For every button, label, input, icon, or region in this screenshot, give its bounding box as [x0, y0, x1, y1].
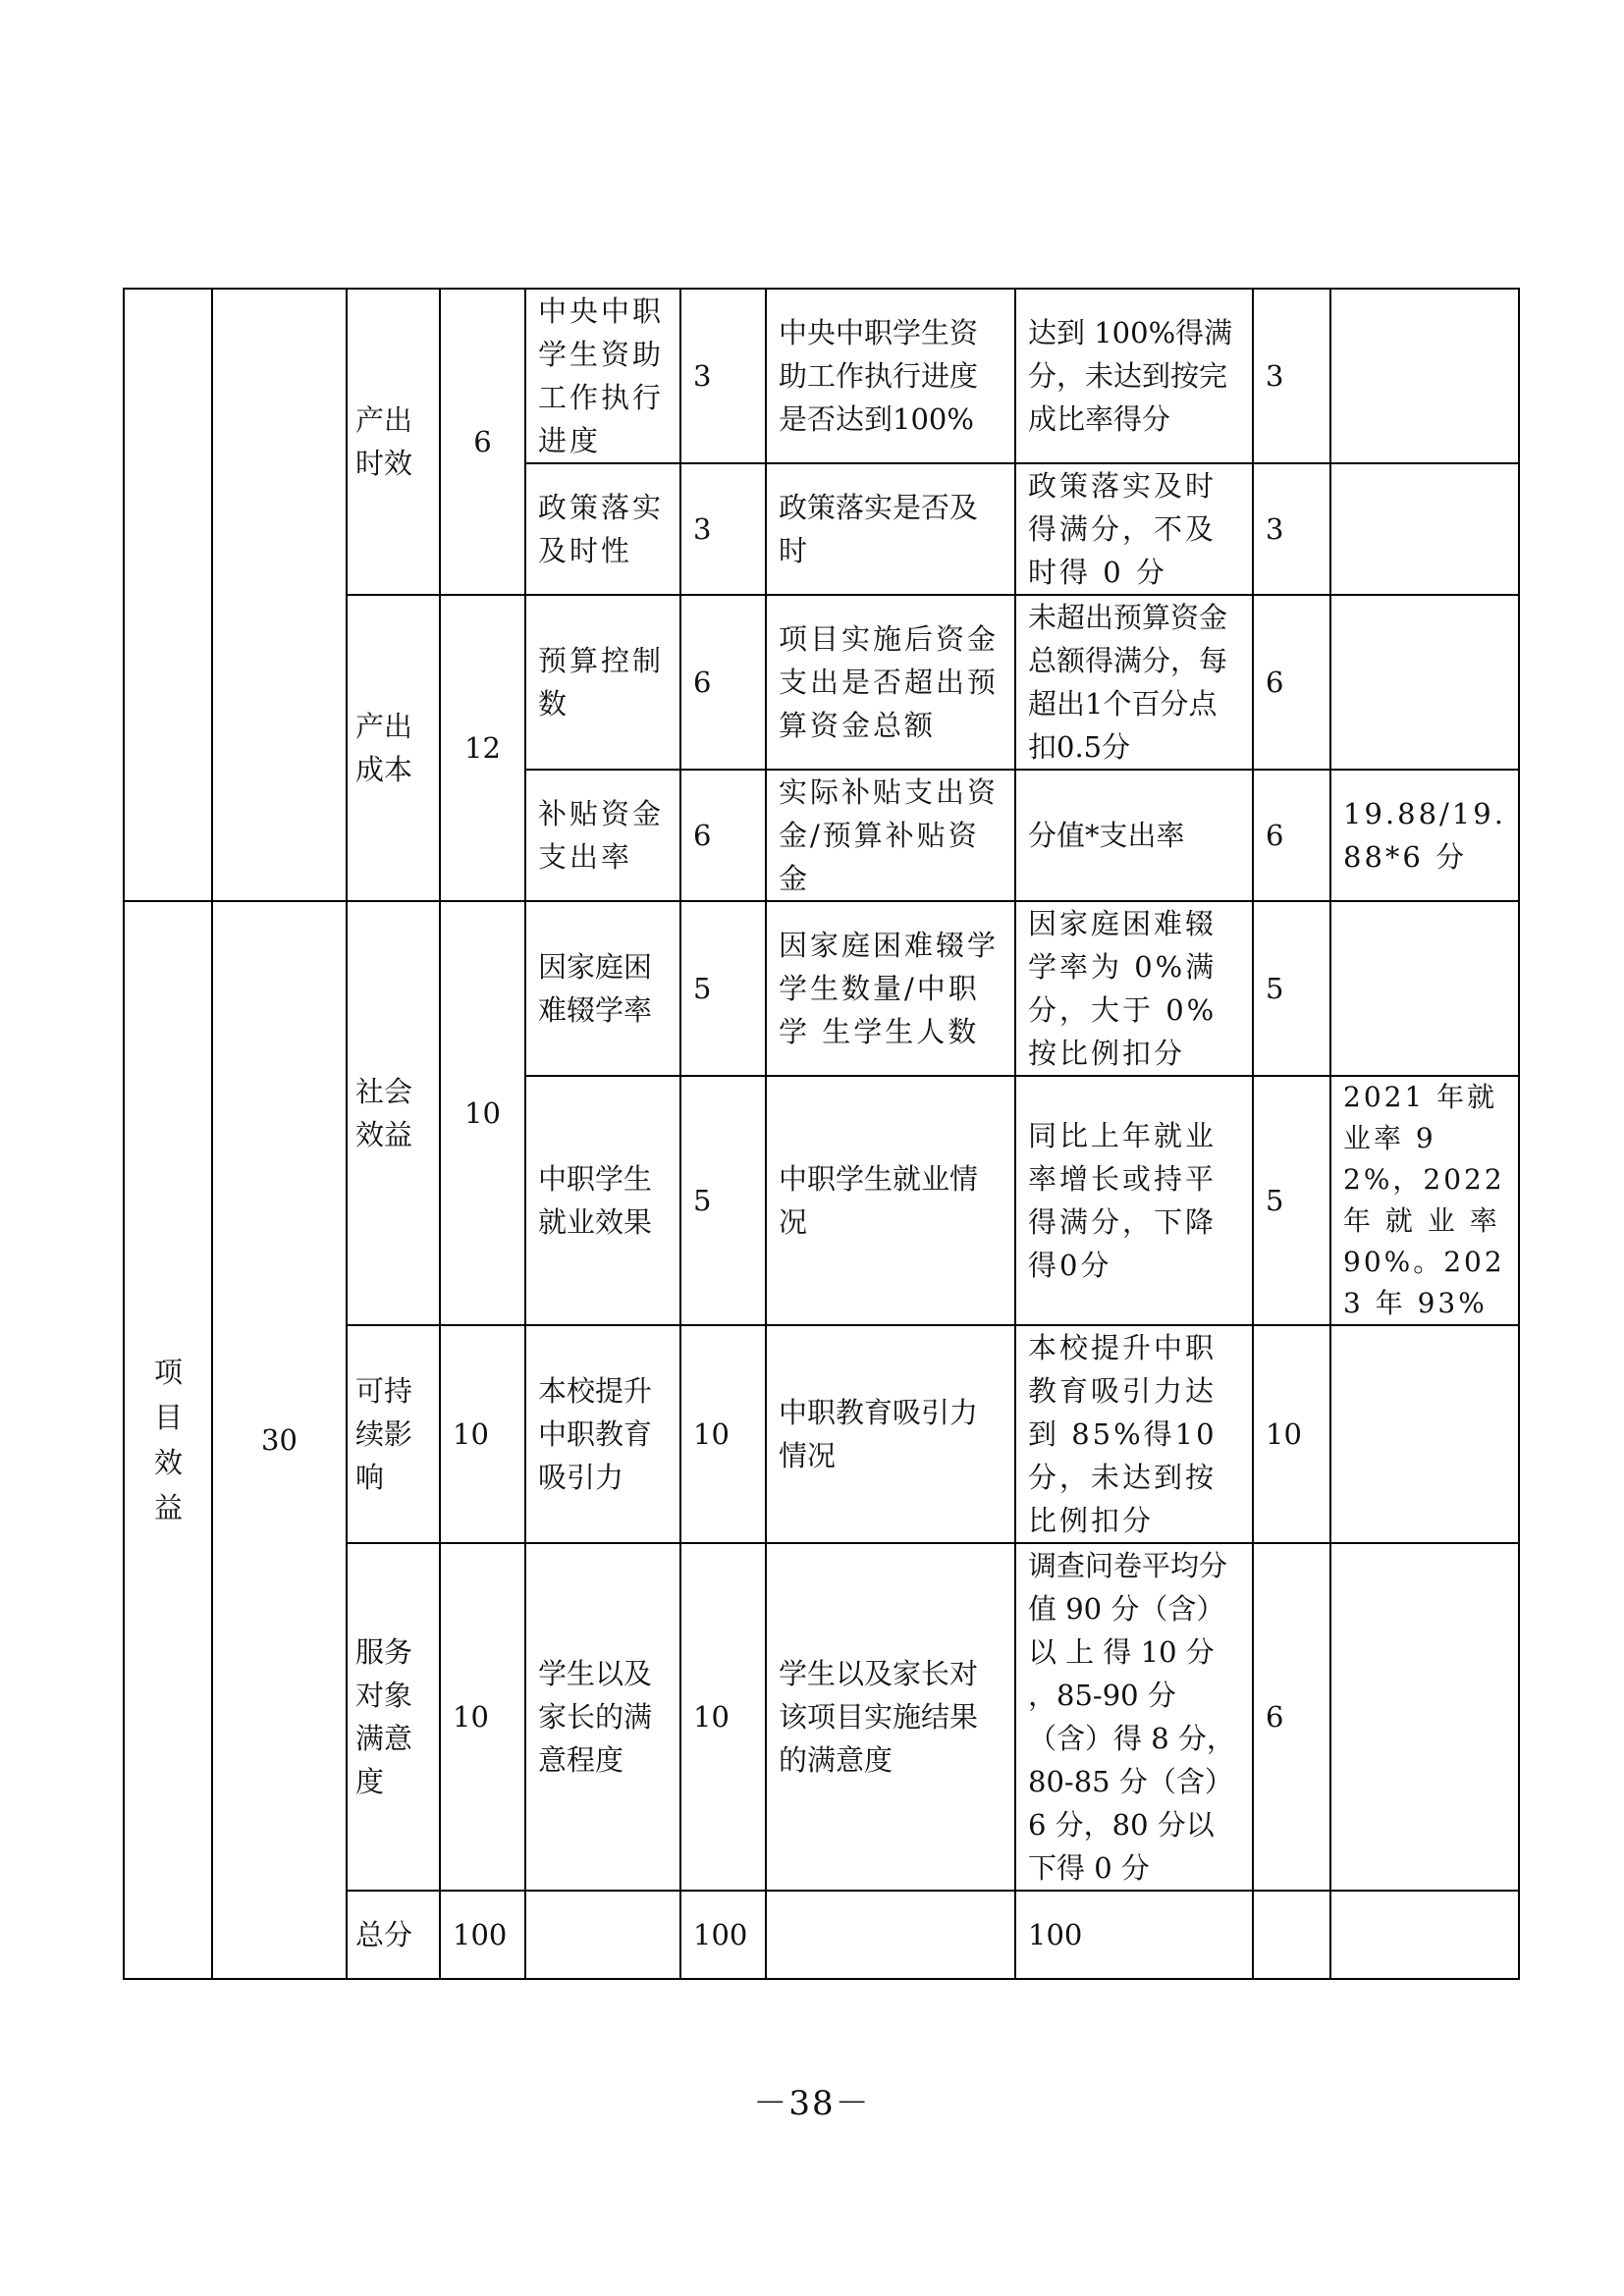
indicator-content: 因家庭困难辍学学生数量/中职学 生学生人数: [766, 901, 1015, 1076]
group-score-cell-empty: [212, 289, 347, 901]
note: [1330, 1325, 1519, 1543]
indicator-name: 补贴资金支出率: [525, 770, 680, 901]
scoring-standard: 调查问卷平均分值 90 分（含）以 上 得 10 分 ，85-90 分（含）得 8 分，80-85 分（含）6 分，80 分以下得 0 分: [1015, 1543, 1253, 1891]
note: [1330, 1543, 1519, 1891]
total-standard: [1330, 1891, 1519, 1979]
total-sub-name: [525, 1891, 680, 1979]
indicator-weight: 5: [680, 1076, 766, 1325]
sub-indicator-score: 10: [440, 1543, 525, 1891]
indicator-name: 本校提升中职教育吸引力: [525, 1325, 680, 1543]
indicator-name: 因家庭困难辍学率: [525, 901, 680, 1076]
sub-indicator-name: 产出成本: [347, 595, 440, 901]
group-score: 30: [212, 901, 347, 1979]
score: 5: [1253, 1076, 1330, 1325]
score: 3: [1253, 289, 1330, 463]
scoring-standard: 因家庭困难辍学率为 0%满分，大于 0%按比例扣分: [1015, 901, 1253, 1076]
indicator-content: 中职教育吸引力情况: [766, 1325, 1015, 1543]
sub-indicator-name: 社会效益: [347, 901, 440, 1325]
total-label: 总分: [347, 1891, 440, 1979]
sub-indicator-name: 产出时效: [347, 289, 440, 595]
indicator-content: 实际补贴支出资金/预算补贴资金: [766, 770, 1015, 901]
scoring-standard: 分值*支出率: [1015, 770, 1253, 901]
total-indicator: [766, 1891, 1015, 1979]
sub-indicator-name: 可持续影响: [347, 1325, 440, 1543]
scoring-standard: 本校提升中职教育吸引力达到 85%得10分，未达到按比例扣分: [1015, 1325, 1253, 1543]
indicator-weight: 6: [680, 595, 766, 770]
note: [1330, 901, 1519, 1076]
sub-indicator-score: 10: [440, 1325, 525, 1543]
indicator-content: 学生以及家长对该项目实施结果的满意度: [766, 1543, 1015, 1891]
score: 5: [1253, 901, 1330, 1076]
score: 6: [1253, 595, 1330, 770]
indicator-weight: 10: [680, 1325, 766, 1543]
indicator-name: 学生以及家长的满意程度: [525, 1543, 680, 1891]
group-cell-empty: [124, 289, 212, 901]
indicator-content: 中央中职学生资助工作执行进度是否达到100%: [766, 289, 1015, 463]
table-row: [124, 289, 1519, 463]
indicator-weight: 6: [680, 770, 766, 901]
total-weight: 100: [1015, 1891, 1253, 1979]
indicator-name: 中职学生就业效果: [525, 1076, 680, 1325]
page-number: －38－: [753, 2084, 871, 2123]
note: [1330, 595, 1519, 770]
indicator-weight: 3: [680, 463, 766, 595]
evaluation-table: [123, 288, 1520, 1980]
indicator-content: 中职学生就业情况: [766, 1076, 1015, 1325]
indicator-weight: 10: [680, 1543, 766, 1891]
scoring-standard: 政策落实及时得满分，不及时得 0 分: [1015, 463, 1253, 595]
total-sub-score: 100: [680, 1891, 766, 1979]
table-row: [124, 901, 1519, 1076]
total-content: [1253, 1891, 1330, 1979]
indicator-name: 预算控制数: [525, 595, 680, 770]
indicator-content: 政策落实是否及时: [766, 463, 1015, 595]
scoring-standard: 同比上年就业率增长或持平得满分，下降得0分: [1015, 1076, 1253, 1325]
sub-indicator-score: 10: [440, 901, 525, 1325]
sub-indicator-score: 12: [440, 595, 525, 901]
score: 10: [1253, 1325, 1330, 1543]
scoring-standard: 未超出预算资金总额得满分，每超出1个百分点扣0.5分: [1015, 595, 1253, 770]
note: [1330, 463, 1519, 595]
group-name: 项目效益: [124, 901, 212, 1979]
note: [1330, 289, 1519, 463]
scoring-standard: 达到 100%得满分，未达到按完成比率得分: [1015, 289, 1253, 463]
indicator-weight: 5: [680, 901, 766, 1076]
indicator-content: 项目实施后资金支出是否超出预算资金总额: [766, 595, 1015, 770]
sub-indicator-name: 服务对象满意度: [347, 1543, 440, 1891]
indicator-name: 中央中职学生资助工作执行进度: [525, 289, 680, 463]
note: 2021 年就业率 92%，2022 年 就 业 率 90%。2023 年 93%: [1330, 1076, 1519, 1325]
score: 3: [1253, 463, 1330, 595]
total-group-score: 100: [440, 1891, 525, 1979]
score: 6: [1253, 770, 1330, 901]
sub-indicator-score: 6: [440, 289, 525, 595]
indicator-name: 政策落实及时性: [525, 463, 680, 595]
indicator-weight: 3: [680, 289, 766, 463]
note: 19.88/19.88*6 分: [1330, 770, 1519, 901]
score: 6: [1253, 1543, 1330, 1891]
